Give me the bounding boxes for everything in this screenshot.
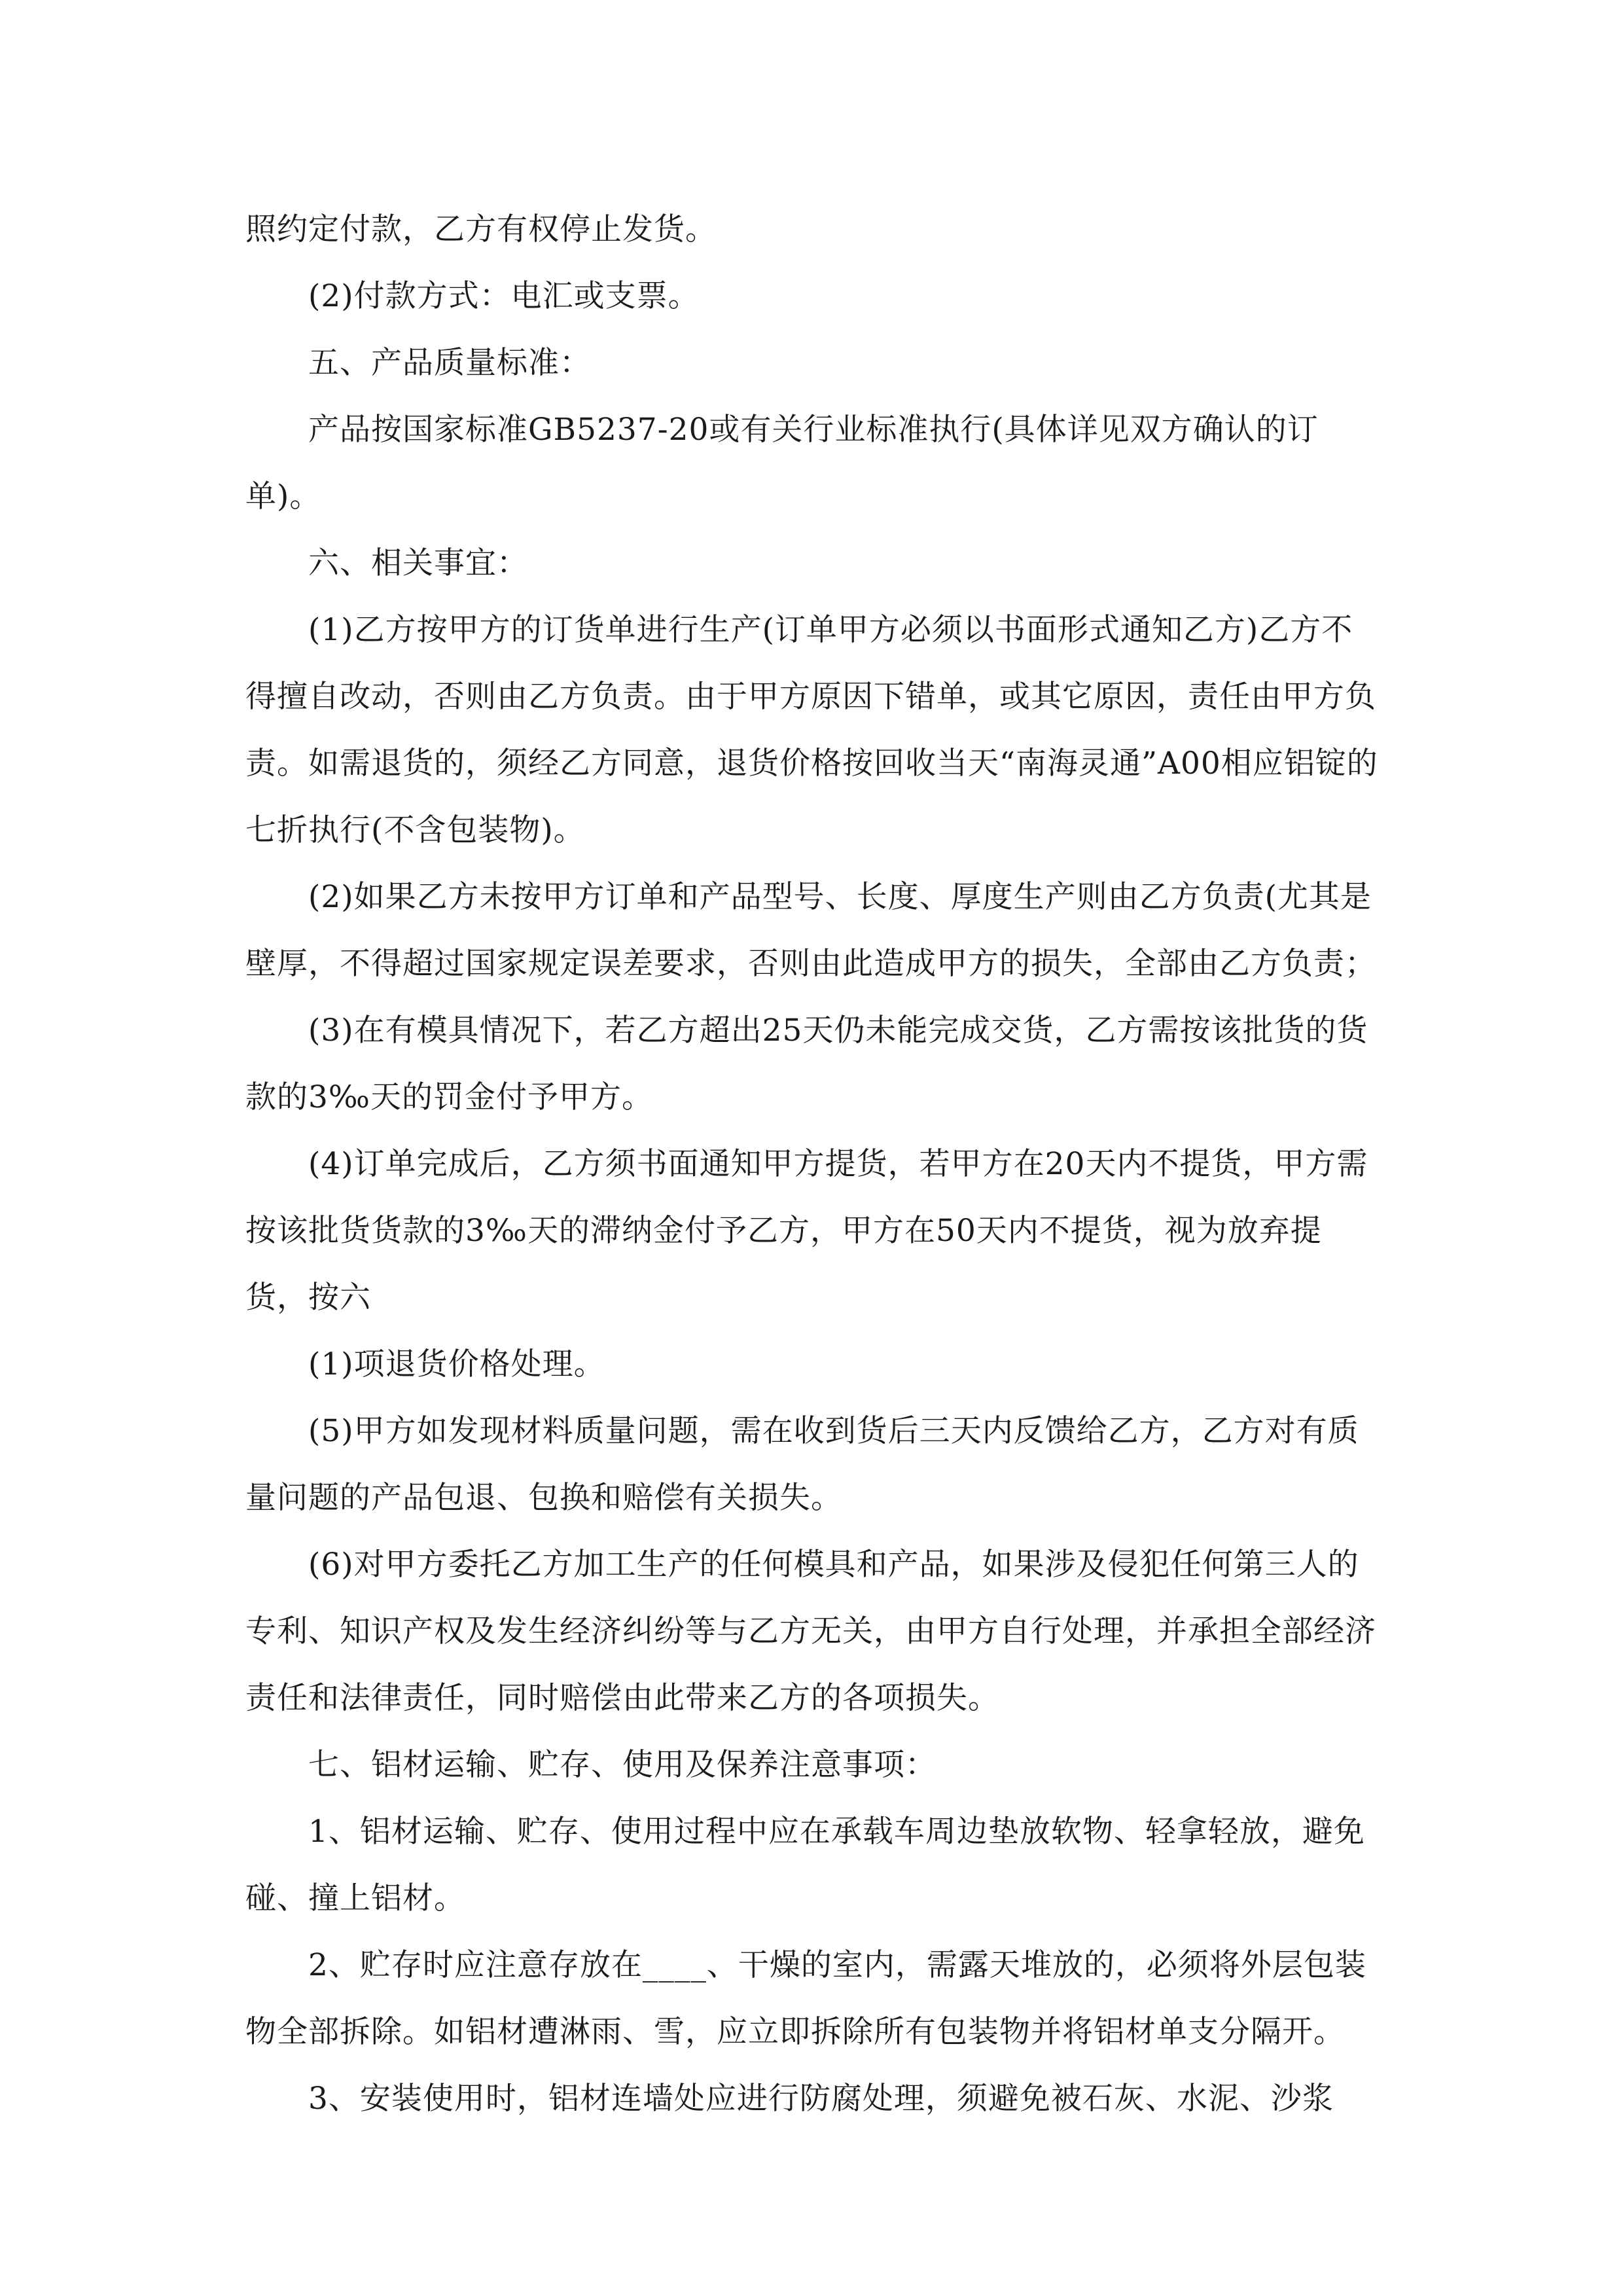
paragraph: 1、铝材运输、贮存、使用过程中应在承载车周边垫放软物、轻拿轻放，避免碰、撞上铝材。 <box>245 1814 1365 1916</box>
paragraph: 3、安装使用时，铝材连墙处应进行防腐处理，须避免被石灰、水泥、沙浆 <box>308 2081 1334 2117</box>
paragraph: (1)乙方按甲方的订货单进行生产(订单甲方必须以书面形式通知乙方)乙方不得擅自改动，否则由乙方负责。由于甲方原因下错单，或其它原因，责任由甲方负责。如需退货的，须经乙方同意，退货价格按回收当天“南海灵通”A00相应铝锭的七折执行(不含包装物)。 <box>245 612 1378 848</box>
paragraph: (6)对甲方委托乙方加工生产的任何模具和产品，如果涉及侵犯任何第三人的专利、知识产权及发生经济纠纷等与乙方无关，由甲方自行处理，并承担全部经济责任和法律责任，同时赔偿由此带来乙方的各项损失。 <box>245 1547 1376 1716</box>
paragraph: (2)付款方式：电汇或支票。 <box>308 278 700 314</box>
paragraph: (5)甲方如发现材料质量问题，需在收到货后三天内反馈给乙方，乙方对有质量问题的产品包退、包换和赔偿有关损失。 <box>245 1413 1359 1516</box>
paragraph: (3)在有模具情况下，若乙方超出25天仍未能完成交货，乙方需按该批货的货款的3‰天的罚金付予甲方。 <box>245 1013 1368 1115</box>
document-body <box>245 196 1384 2132</box>
section-heading: 六、相关事宜： <box>308 545 528 581</box>
section-heading: 五、产品质量标准： <box>308 345 591 381</box>
paragraph: 产品按国家标准GB5237-20或有关行业标准执行(具体详见双方确认的订单)。 <box>245 412 1319 514</box>
paragraph: 2、贮存时应注意存放在____、干燥的室内，需露天堆放的，必须将外层包装物全部拆除。如铝材遭淋雨、雪，应立即拆除所有包装物并将铝材单支分隔开。 <box>245 1947 1366 2050</box>
paragraph: (2)如果乙方未按甲方订单和产品型号、长度、厚度生产则由乙方负责(尤其是壁厚，不得超过国家规定误差要求，否则由此造成甲方的损失，全部由乙方负责； <box>245 879 1376 982</box>
paragraph: (4)订单完成后，乙方须书面通知甲方提货，若甲方在20天内不提货，甲方需按该批货货款的3‰天的滞纳金付予乙方，甲方在50天内不提货，视为放弃提货，按六 <box>245 1146 1368 1316</box>
section-heading: 七、铝材运输、贮存、使用及保养注意事项： <box>308 1747 936 1783</box>
paragraph: (1)项退货价格处理。 <box>308 1346 605 1382</box>
paragraph: 照约定付款，乙方有权停止发货。 <box>245 211 717 247</box>
